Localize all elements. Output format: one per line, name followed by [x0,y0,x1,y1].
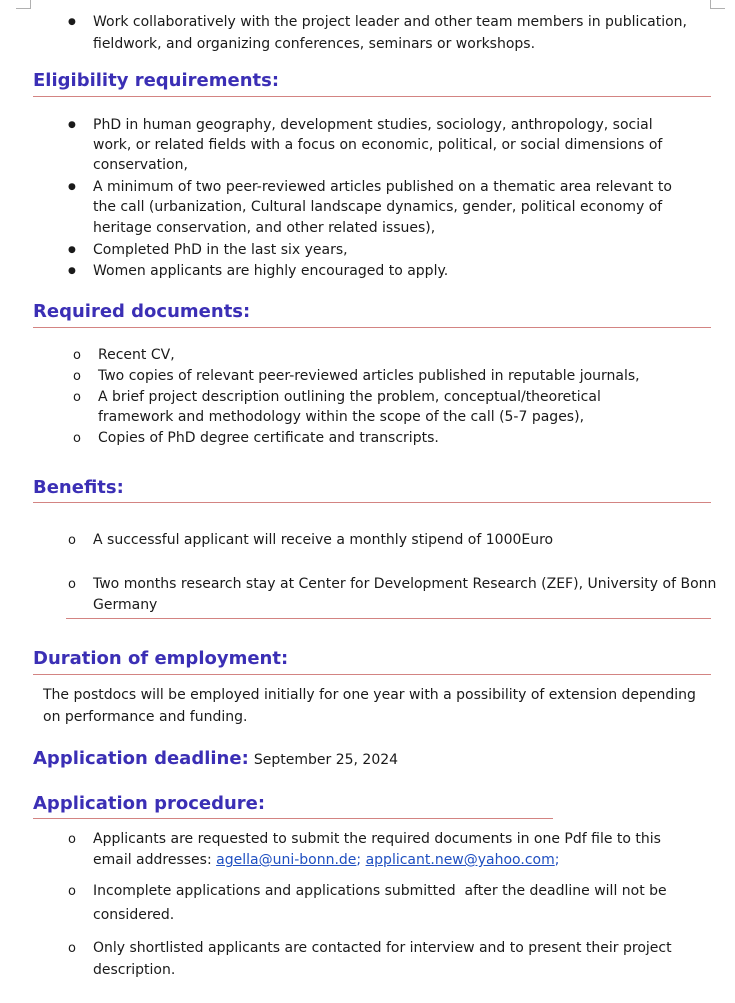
top-item-line2: fieldwork, and organizing conferences, seminars or workshops. [93,36,536,52]
procedure-item-line: description. [93,962,176,978]
eligibility-item-line: work, or related fields with a focus on economic, political, or social dimensions of [93,137,663,153]
circle-bullet-icon [73,428,81,450]
procedure-item-line: Incomplete applications and applications submitted after the deadline will not be [93,883,667,899]
bullet-icon [68,115,76,138]
benefits-item-line: Germany [93,597,158,613]
benefits-item-line: A successful applicant will receive a monthly stipend of 1000Euro [93,532,554,548]
circle-bullet-icon [68,881,76,903]
required-item-line: framework and methodology within the scope of the call (5-7 pages), [98,409,585,425]
circle-bullet-icon [73,345,81,367]
eligibility-item-line: Completed PhD in the last six years, [93,242,348,258]
required-item-line: Copies of PhD degree certificate and transcripts. [98,430,439,446]
section-divider [33,674,711,675]
procedure-item-line: Only shortlisted applicants are contacted for interview and to present their project [93,940,672,956]
required-item-line: A brief project description outlining the problem, conceptual/theoretical [98,389,601,405]
email-prefix: email addresses: [93,852,217,868]
procedure-item-line: Applicants are requested to submit the required documents in one Pdf file to this [93,831,661,847]
bullet-icon [68,261,76,284]
eligibility-item-line: A minimum of two peer-reviewed articles published on a thematic area relevant to [93,179,672,195]
circle-bullet-icon [68,530,76,552]
email-separator: ; [554,852,560,868]
section-divider [33,502,711,503]
deadline-value: September 25, 2024 [253,752,399,768]
duration-heading: Duration of employment: [33,648,289,669]
circle-bullet-icon [68,829,76,851]
email-link-agella[interactable]: agella@uni-bonn.de [216,852,357,868]
required-item-line: Recent CV, [98,347,175,363]
bullet-icon [68,240,76,263]
bullet-icon [68,177,76,200]
section-divider [33,818,553,819]
benefits-item-line: Two months research stay at Center for Development Research (ZEF), University of Bonn [93,576,717,592]
duration-text-line: The postdocs will be employed initially for one year with a possibility of extension depending [43,687,696,703]
page-corner-left [16,0,31,9]
eligibility-item-line: the call (urbanization, Cultural landscape dynamics, gender, political economy of [93,199,663,215]
eligibility-item-line: PhD in human geography, development studies, sociology, anthropology, social [93,117,653,133]
eligibility-item-line: conservation, [93,157,188,173]
bullet-icon [68,12,76,35]
eligibility-heading: Eligibility requirements: [33,70,280,91]
procedure-item-line: considered. [93,907,175,923]
circle-bullet-icon [73,366,81,388]
benefits-heading: Benefits: [33,477,124,498]
section-divider [66,618,711,619]
circle-bullet-icon [73,387,81,409]
deadline-row [33,748,398,770]
eligibility-item-line: heritage conservation, and other related issues), [93,220,436,236]
section-divider [33,96,711,97]
email-link-applicant[interactable]: applicant.new@yahoo.com [365,852,555,868]
procedure-heading: Application procedure: [33,793,266,814]
deadline-label: Application deadline: [33,748,249,769]
circle-bullet-icon [68,574,76,596]
required-item-line: Two copies of relevant peer-reviewed articles published in reputable journals, [98,368,640,384]
circle-bullet-icon [68,938,76,960]
email-separator: ; [356,852,366,868]
required-heading: Required documents: [33,301,251,322]
duration-text-line: on performance and funding. [43,709,248,725]
page-corner-right [710,0,725,9]
section-divider [33,327,711,328]
procedure-email-line [93,850,559,871]
top-item-line1: Work collaboratively with the project leader and other team members in publication, [93,14,687,30]
eligibility-item-line: Women applicants are highly encouraged to apply. [93,263,449,279]
